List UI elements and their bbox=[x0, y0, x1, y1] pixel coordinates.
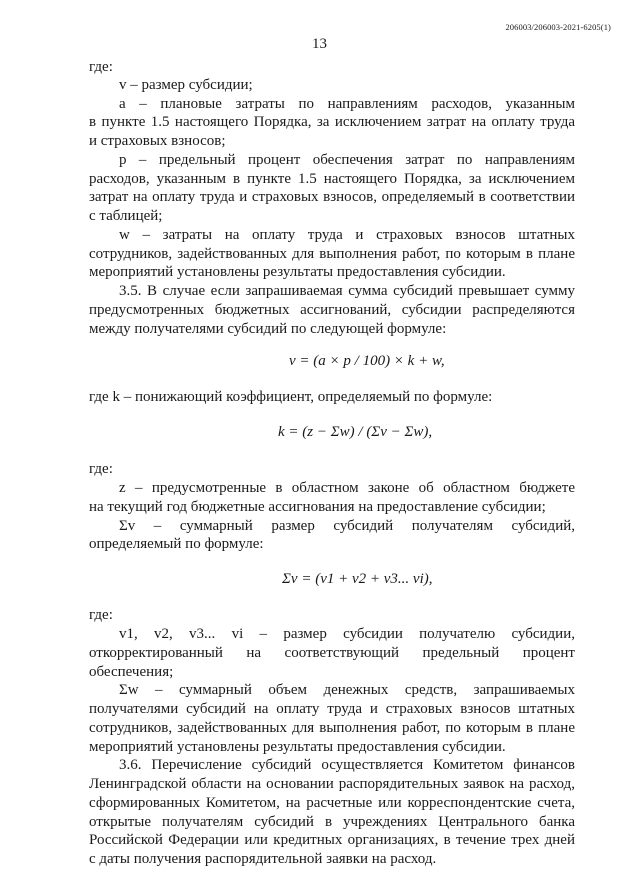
text-line: с таблицей; bbox=[89, 208, 163, 224]
text-line: где: bbox=[89, 59, 113, 75]
text-line: v1, v2, v3... vi – размер субсидии получателю субсидии, bbox=[119, 626, 575, 642]
text-line: мероприятий установлены результаты предоставления субсидии. bbox=[89, 264, 506, 280]
formula-subsidy: v = (a × p / 100) × k + w, bbox=[289, 353, 445, 369]
text-line: 3.5. В случае если запрашиваемая сумма субсидий превышает сумму bbox=[119, 283, 575, 299]
text-line: Σw – суммарный объем денежных средств, запрашиваемых bbox=[119, 682, 575, 698]
text-line: с даты получения распорядительной заявки на расход. bbox=[89, 851, 437, 867]
text-line: сотрудников, задействованных для выполнения работ, по которым в плане bbox=[89, 246, 575, 262]
document-id: 206003/206003-2021-6205(1) bbox=[505, 22, 611, 32]
text-line: предусмотренных бюджетных ассигнований, субсидии распределяются bbox=[89, 302, 575, 318]
text-line: Ленинградской области на основании распорядительных заявок на расход, bbox=[89, 776, 575, 792]
text-line: Σv – суммарный размер субсидий получателям субсидий, bbox=[119, 518, 575, 534]
text-line: где: bbox=[89, 461, 113, 477]
text-line: между получателями субсидий по следующей формуле: bbox=[89, 321, 447, 337]
text-line: Российской Федерации или кредитных организациях, в течение трех дней bbox=[89, 832, 575, 848]
text-line: w – затраты на оплату труда и страховых взносов штатных bbox=[119, 227, 575, 243]
text-line: обеспечения; bbox=[89, 664, 174, 680]
text-line: расходов, указанным в пункте 1.5 настоящего Порядка, за исключением bbox=[89, 171, 575, 187]
text-line: и страховых взносов; bbox=[89, 133, 226, 149]
text-line: на текущий год бюджетные ассигнования на предоставление субсидии; bbox=[89, 499, 546, 515]
text-line: v – размер субсидии; bbox=[119, 77, 253, 93]
formula-coefficient: k = (z − Σw) / (Σv − Σw), bbox=[278, 424, 433, 440]
text-line: a – плановые затраты по направлениям расходов, указанным bbox=[119, 96, 575, 112]
text-line: где: bbox=[89, 607, 113, 623]
text-line: откорректированный на соответствующий предельный процент bbox=[89, 645, 575, 661]
text-line: 3.6. Перечисление субсидий осуществляется Комитетом финансов bbox=[119, 757, 575, 773]
text-line: сформированных Комитетом, на расчетные или корреспондентские счета, bbox=[89, 795, 575, 811]
page-number: 13 bbox=[312, 36, 327, 52]
text-line: затрат на оплату труда и страховых взносов, определяемый в соответствии bbox=[89, 189, 575, 205]
text-line: мероприятий установлены результаты предоставления субсидии. bbox=[89, 739, 506, 755]
text-line: где k – понижающий коэффициент, определяемый по формуле: bbox=[89, 389, 493, 405]
text-line: z – предусмотренные в областном законе об областном бюджете bbox=[119, 480, 575, 496]
text-line: определяемый по формуле: bbox=[89, 536, 264, 552]
text-line: открытые получателям субсидий в учреждениях Центрального банка bbox=[89, 814, 575, 830]
text-line: сотрудников, задействованных для выполнения работ, по которым в плане bbox=[89, 720, 575, 736]
text-line: в пункте 1.5 настоящего Порядка, за исключением затрат на оплату труда bbox=[89, 114, 575, 130]
text-line: получателями субсидий на оплату труда и страховых взносов штатных bbox=[89, 701, 575, 717]
formula-sum: Σv = (v1 + v2 + v3... vi), bbox=[282, 571, 433, 587]
text-line: p – предельный процент обеспечения затрат по направлениям bbox=[119, 152, 575, 168]
